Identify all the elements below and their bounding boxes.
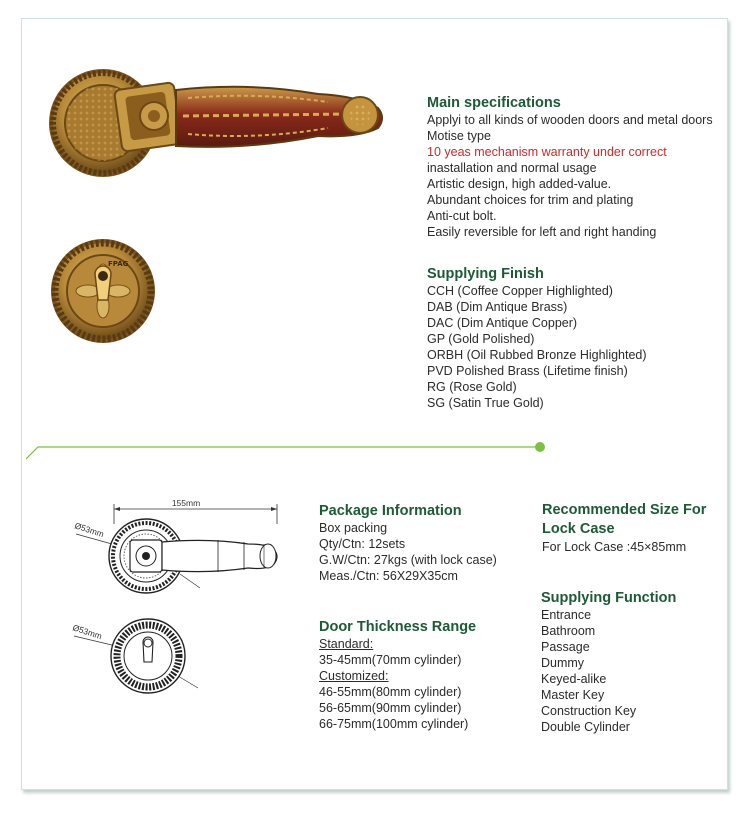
thickness-item: 46-55mm(80mm cylinder) bbox=[319, 685, 462, 699]
finish-item: DAC (Dim Antique Copper) bbox=[427, 316, 578, 330]
finish-item: SG (Satin True Gold) bbox=[427, 396, 544, 410]
standard-label: Standard: bbox=[319, 637, 374, 651]
handle-technical-drawing bbox=[68, 494, 308, 596]
package-item: Meas./Ctn: 56X29X35cm bbox=[319, 569, 458, 583]
spec-item: Easily reversible for left and right handing bbox=[427, 225, 657, 239]
main-specifications-title: Main specifications bbox=[427, 95, 561, 111]
door-thickness-title: Door Thickness Range bbox=[319, 619, 477, 635]
spec-item: Abundant choices for trim and plating bbox=[427, 193, 634, 207]
cylinder-rose-image bbox=[50, 238, 156, 344]
function-item: Dummy bbox=[541, 656, 585, 670]
lock-case-size: For Lock Case :45×85mm bbox=[542, 540, 687, 554]
handle-diameter-label: Ø53mm bbox=[73, 520, 106, 540]
package-information-section bbox=[319, 502, 497, 584]
supplying-function-section bbox=[541, 589, 676, 735]
recommended-size-title-line1: Recommended Size For bbox=[542, 502, 707, 518]
recommended-size-section bbox=[542, 501, 706, 555]
divider-dot-icon bbox=[535, 442, 545, 452]
supplying-finish-title: Supplying Finish bbox=[427, 266, 544, 282]
package-item: Qty/Ctn: 12sets bbox=[319, 537, 406, 551]
function-item: Bathroom bbox=[541, 624, 596, 638]
finish-item: ORBH (Oil Rubbed Bronze Highlighted) bbox=[427, 348, 647, 362]
spec-item: Applyi to all kinds of wooden doors and metal doors bbox=[427, 113, 713, 127]
function-item: Construction Key bbox=[541, 704, 637, 718]
finish-item: GP (Gold Polished) bbox=[427, 332, 535, 346]
rose-diameter-label: Ø53mm bbox=[71, 622, 104, 642]
finish-item: RG (Rose Gold) bbox=[427, 380, 517, 394]
function-item: Master Key bbox=[541, 688, 605, 702]
function-item: Passage bbox=[541, 640, 590, 654]
recommended-size-title-line2: Lock Case bbox=[542, 521, 615, 537]
recommended-size-list bbox=[542, 539, 706, 555]
finish-item: PVD Polished Brass (Lifetime finish) bbox=[427, 364, 628, 378]
package-item: Box packing bbox=[319, 521, 388, 535]
finish-item: DAB (Dim Antique Brass) bbox=[427, 300, 568, 314]
thickness-item: 66-75mm(100mm cylinder) bbox=[319, 717, 469, 731]
customized-label: Customized: bbox=[319, 669, 389, 683]
supplying-function-title: Supplying Function bbox=[541, 590, 677, 606]
supplying-finish-section bbox=[427, 265, 727, 411]
thickness-item: 35-45mm(70mm cylinder) bbox=[319, 653, 462, 667]
supplying-function-list bbox=[541, 607, 676, 735]
width-dimension-label: 155mm bbox=[171, 498, 201, 508]
thickness-item: 56-65mm(90mm cylinder) bbox=[319, 701, 462, 715]
function-item: Keyed-alike bbox=[541, 672, 607, 686]
section-divider bbox=[26, 441, 546, 461]
spec-item: Motise type bbox=[427, 129, 491, 143]
spec-item-warranty: 10 yeas mechanism warranty under correct bbox=[427, 145, 667, 159]
main-specifications-list bbox=[427, 112, 727, 240]
spec-item: inastallation and normal usage bbox=[427, 161, 597, 175]
package-information-list bbox=[319, 520, 497, 584]
function-item: Entrance bbox=[541, 608, 592, 622]
supplying-finish-list bbox=[427, 283, 727, 411]
finish-item: CCH (Coffee Copper Highlighted) bbox=[427, 284, 613, 298]
function-item: Double Cylinder bbox=[541, 720, 630, 734]
spec-item: Artistic design, high added-value. bbox=[427, 177, 612, 191]
package-item: G.W/Ctn: 27kgs (with lock case) bbox=[319, 553, 497, 567]
door-thickness-section bbox=[319, 618, 476, 732]
package-information-title: Package Information bbox=[319, 503, 462, 519]
lever-handle-image bbox=[48, 68, 384, 178]
door-thickness-list bbox=[319, 636, 476, 732]
main-specifications-section bbox=[427, 94, 727, 240]
rose-technical-drawing bbox=[68, 616, 208, 696]
spec-item: Anti-cut bolt. bbox=[427, 209, 497, 223]
rose-brand-text: FPAG bbox=[108, 260, 129, 268]
